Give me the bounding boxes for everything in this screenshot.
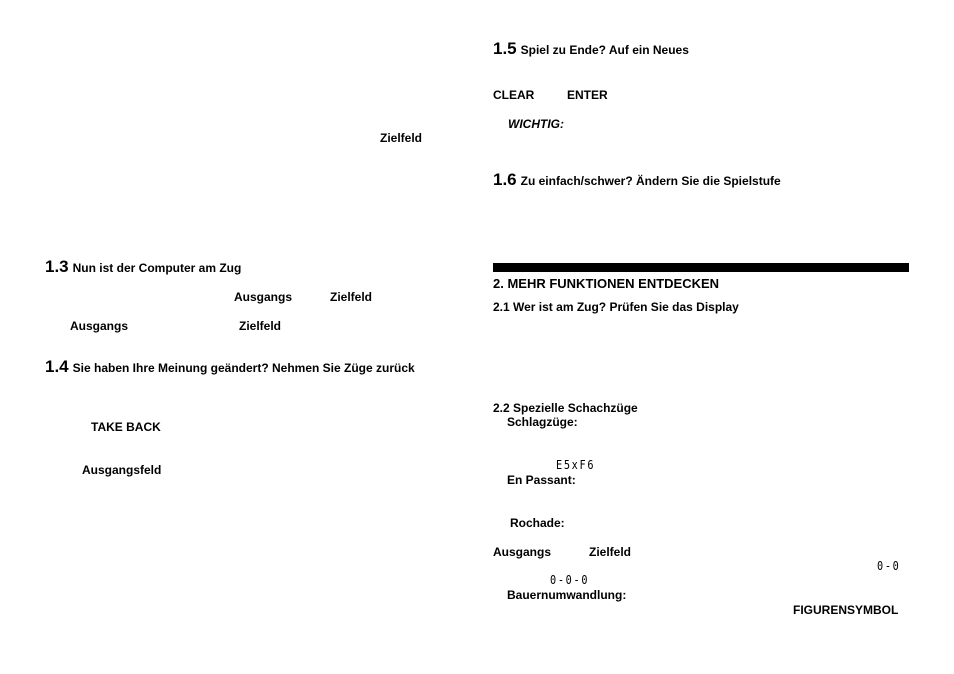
enter-key-label: ENTER (567, 88, 608, 102)
section-divider-bar (493, 263, 909, 272)
lcd-long-castle-display: 0-0-0 (550, 573, 590, 587)
zielfeld-label: Zielfeld (589, 545, 632, 559)
ausgangs-label: Ausgangs (493, 545, 552, 559)
schlagzuege-label: Schlagzüge: (507, 415, 578, 429)
ausgangs-label: Ausgangs (70, 319, 129, 333)
section-number: 1.3 (45, 257, 69, 276)
section-2-1-heading: 2.1 Wer ist am Zug? Prüfen Sie das Display (493, 300, 739, 314)
bauernumwandlung-label: Bauernumwandlung: (507, 588, 627, 602)
chapter-2-heading: 2. MEHR FUNKTIONEN ENTDECKEN (493, 276, 720, 291)
section-number: 1.6 (493, 170, 517, 189)
zielfeld-label: Zielfeld (239, 319, 282, 333)
zielfeld-label: Zielfeld (330, 290, 373, 304)
clear-key-label: CLEAR (493, 88, 535, 102)
section-1-4-heading (45, 357, 415, 378)
ausgangs-label: Ausgangs (234, 290, 293, 304)
section-number: 1.5 (493, 39, 517, 58)
rochade-label: Rochade: (510, 516, 565, 530)
section-1-3-heading (45, 257, 241, 278)
section-title: Spiel zu Ende? Auf ein Neues (520, 43, 689, 57)
lcd-capture-display: E5xF6 (556, 458, 596, 472)
section-2-2-heading: 2.2 Spezielle Schachzüge (493, 401, 638, 415)
section-title: Zu einfach/schwer? Ändern Sie die Spielstufe (520, 174, 781, 188)
ausgangsfeld-label: Ausgangsfeld (82, 463, 162, 477)
en-passant-label: En Passant: (507, 473, 576, 487)
zielfeld-label: Zielfeld (380, 131, 423, 145)
lcd-short-castle-display: 0-0 (877, 559, 901, 573)
figurensymbol-label: FIGURENSYMBOL (793, 603, 899, 617)
section-1-6-heading (493, 170, 781, 191)
take-back-key-label: TAKE BACK (91, 420, 161, 434)
section-1-5-heading (493, 39, 689, 60)
section-number: 1.4 (45, 357, 69, 376)
section-title: Nun ist der Computer am Zug (72, 261, 242, 275)
wichtig-label: WICHTIG: (508, 117, 564, 131)
section-title: Sie haben Ihre Meinung geändert? Nehmen Sie Züge zurück (72, 361, 415, 375)
